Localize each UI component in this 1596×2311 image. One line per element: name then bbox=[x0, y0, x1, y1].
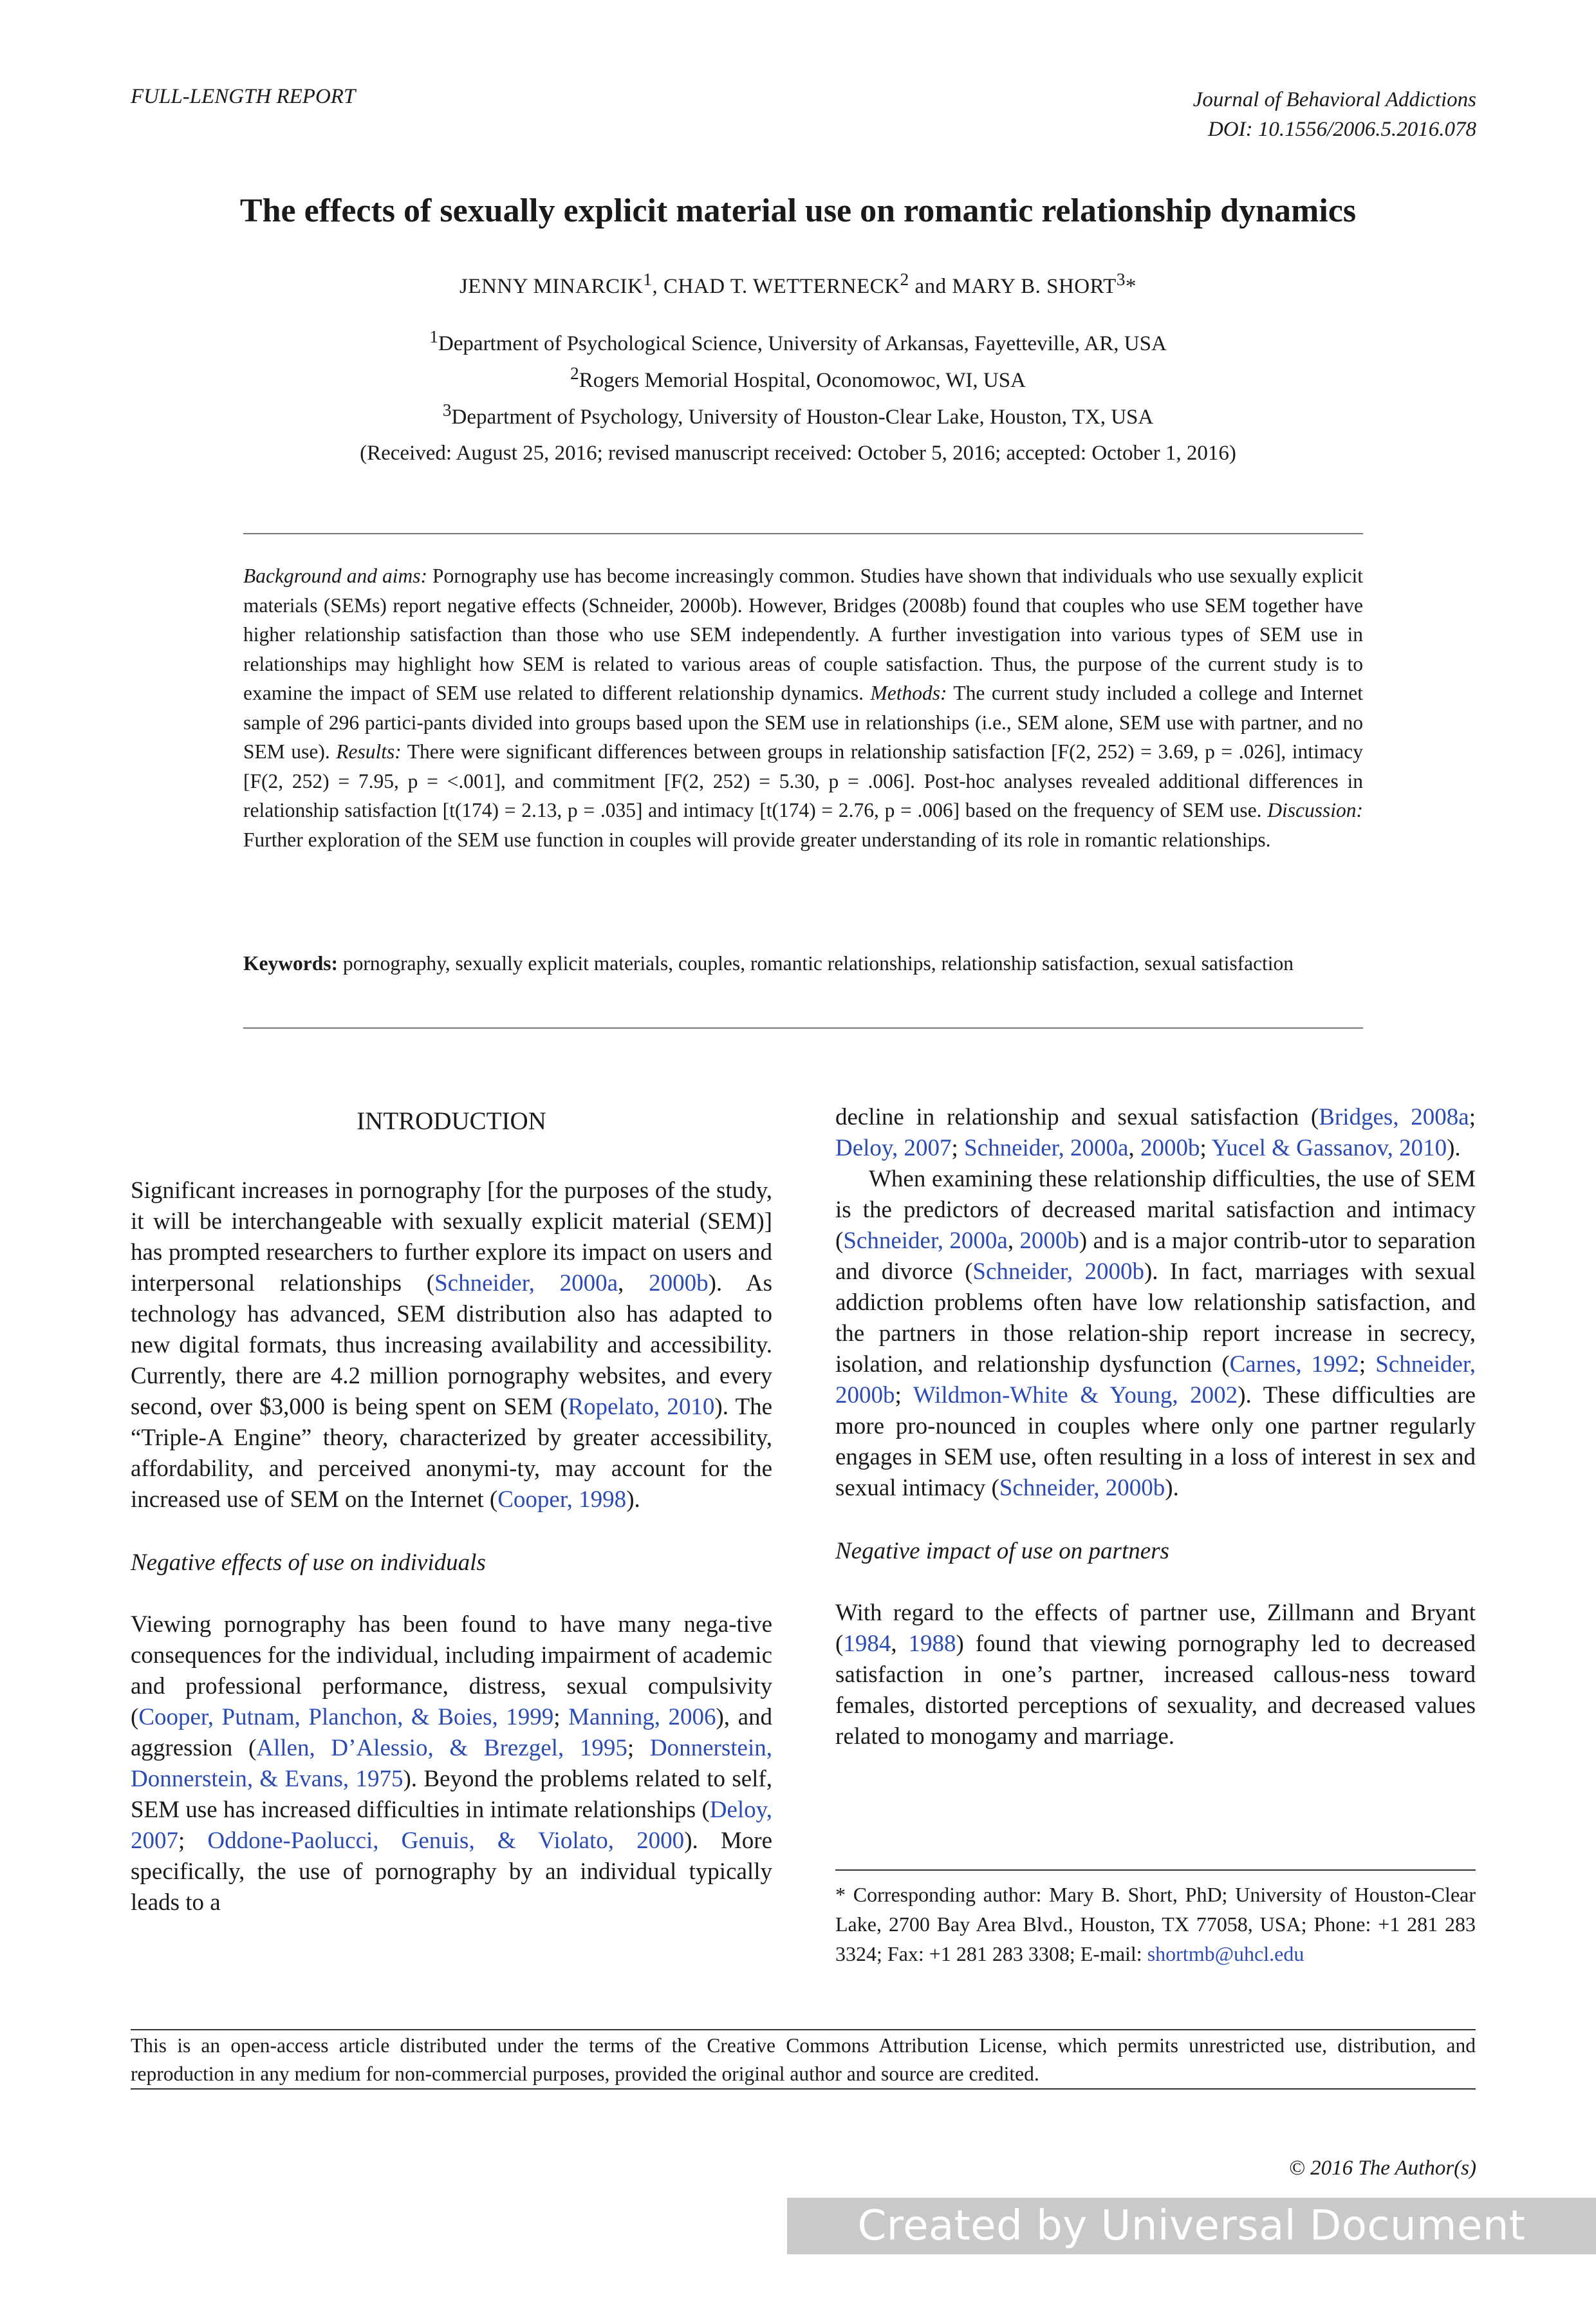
corresponding-author-footnote bbox=[835, 1880, 1476, 1969]
author-name: MARY B. SHORT bbox=[952, 275, 1117, 298]
author-name: CHAD T. WETTERNECK bbox=[663, 275, 900, 298]
citation-link[interactable]: Schneider, 2000a bbox=[434, 1270, 618, 1296]
footnote-rule bbox=[835, 1869, 1476, 1871]
abstract-discussion-text: Further exploration of the SEM use function in couples will provide greater understanding of its role in romantic relationships. bbox=[243, 828, 1271, 851]
author-separator: and bbox=[909, 275, 952, 298]
body-text: ; bbox=[895, 1382, 913, 1408]
article-type-label: FULL-LENGTH REPORT bbox=[131, 85, 356, 108]
body-text: ; bbox=[951, 1135, 965, 1161]
body-text: ; bbox=[178, 1828, 208, 1854]
citation-link[interactable]: 2000b bbox=[1140, 1135, 1200, 1161]
body-text: ), and aggression ( bbox=[131, 1704, 773, 1761]
author-affil-sup: 2 bbox=[900, 269, 909, 289]
affiliations bbox=[0, 322, 1596, 432]
abstract-methods-label: Methods: bbox=[870, 682, 947, 704]
affiliation-text: Department of Psychological Science, University of Arkansas, Fayetteville, AR, USA bbox=[438, 332, 1167, 355]
footnote-text: * Corresponding author: Mary B. Short, PhD; University of Houston-Clear Lake, 2700 Bay Area Blvd., Houston, TX 77058, USA; Phone: +1 281 283 3324; Fax: +1 281 283 3308; E-mail: bbox=[835, 1883, 1476, 1965]
license-bottom-rule bbox=[131, 2088, 1476, 2090]
citation-link[interactable]: 2000b bbox=[1019, 1228, 1079, 1254]
intro-paragraph bbox=[131, 1175, 772, 1515]
body-text: ) and is a major contrib-utor to separation and divorce ( bbox=[835, 1228, 1476, 1285]
subsection-heading-partners: Negative impact of use on partners bbox=[835, 1538, 1169, 1564]
citation-link[interactable]: Wildmon-White & Young, 2002 bbox=[913, 1382, 1238, 1408]
affiliation-line bbox=[0, 359, 1596, 395]
license-statement: This is an open-access article distributed under the terms of the Creative Commons Attribution License, which permits unrestricted use, distribution, and reproduction in any medium for non-commercial purposes, provided the original author and source are credited. bbox=[131, 2034, 1476, 2085]
journal-header bbox=[1193, 85, 1476, 144]
body-text: When examining these relationship difficulties, the use of SEM is the predictors of decreased marital satisfaction and intimacy ( bbox=[835, 1166, 1476, 1254]
citation-link[interactable]: Schneider, 2000a bbox=[964, 1135, 1129, 1161]
right-column bbox=[835, 1102, 1476, 1752]
citation-link[interactable]: Oddone-Paolucci, Genuis, & Violato, 2000 bbox=[207, 1828, 685, 1854]
affiliation-sup: 2 bbox=[570, 363, 579, 383]
body-text: , bbox=[1007, 1228, 1020, 1254]
citation-link[interactable]: Deloy, 2007 bbox=[131, 1797, 772, 1854]
license-top-rule bbox=[131, 2029, 1476, 2030]
citation-link[interactable]: Bridges, 2008a bbox=[1319, 1104, 1469, 1130]
body-text: ; bbox=[627, 1735, 650, 1761]
body-text: ). The “Triple-A Engine” theory, characterized by greater accessibility, affordability, and perceived anonymi-ty, may account for the increased use of SEM on the Internet ( bbox=[131, 1394, 772, 1513]
author-list bbox=[0, 269, 1596, 299]
body-text: ). These difficulties are more pro-nounced in couples where only one partner regularly engages in SEM use, often resulting in a loss of interest in sex and sexual intimacy ( bbox=[835, 1382, 1476, 1501]
abstract-background-label: Background and aims: bbox=[243, 565, 428, 587]
doi-text: DOI: 10.1556/2006.5.2016.078 bbox=[1207, 118, 1476, 141]
citation-link[interactable]: Cooper, 1998 bbox=[497, 1486, 627, 1513]
citation-link[interactable]: Schneider, 2000b bbox=[972, 1258, 1144, 1285]
affiliation-line bbox=[0, 395, 1596, 432]
citation-link[interactable]: 1984 bbox=[843, 1631, 891, 1657]
body-text: Significant increases in pornography [for the purposes of the study, it will be interchangeable with sexually explicit material (SEM)] has prompted researchers to further explore its impact on users and interpersonal relationships ( bbox=[131, 1177, 772, 1296]
body-text: ). Beyond the problems related to self, SEM use has increased difficulties in intimate relationships ( bbox=[131, 1766, 772, 1823]
body-text: , bbox=[891, 1631, 909, 1657]
body-text: ; bbox=[1359, 1351, 1376, 1378]
body-text: decline in relationship and sexual satisfaction ( bbox=[835, 1104, 1319, 1130]
converter-watermark: Created by Universal Document Converter bbox=[787, 2198, 1596, 2254]
left-column bbox=[131, 1106, 772, 1918]
abstract-background-text: Pornography use has become increasingly common. Studies have shown that individuals who use sexually explicit materials (SEMs) report negative effects (Schneider, 2000b). However, Bridges (2008b) found that couples who use SEM together have higher relationship satisfaction than those who use SEM independently. A further investigation into various types of SEM use in relationships may highlight how SEM is related to various areas of couple satisfaction. Thus, the purpose of the current study is to examine the impact of SEM use related to different relationship dynamics. bbox=[243, 565, 1363, 704]
section-heading-introduction: INTRODUCTION bbox=[357, 1107, 546, 1135]
body-text: ; bbox=[553, 1704, 569, 1730]
body-text: ). bbox=[1447, 1135, 1461, 1161]
keywords bbox=[243, 949, 1363, 978]
copyright-notice: © 2016 The Author(s) bbox=[1288, 2157, 1476, 2180]
subsection-heading-individuals: Negative effects of use on individuals bbox=[131, 1549, 486, 1576]
partners-paragraph bbox=[835, 1598, 1476, 1752]
body-text: ). In fact, marriages with sexual addiction problems often have low relationship satisfaction, and the partners in those relation-ship report increase in secrecy, isolation, and relationship dysfunction ( bbox=[835, 1258, 1476, 1378]
citation-link[interactable]: Yucel & Gassanov, 2010 bbox=[1211, 1135, 1447, 1161]
abstract bbox=[243, 561, 1363, 854]
keywords-label: Keywords: bbox=[243, 952, 338, 975]
author-affil-sup: 1 bbox=[643, 269, 653, 289]
article-title: The effects of sexually explicit material use on romantic relationship dynamics bbox=[239, 192, 1357, 229]
continued-paragraph bbox=[835, 1102, 1476, 1164]
citation-link[interactable]: Schneider, 2000b bbox=[835, 1351, 1476, 1408]
body-text: ; bbox=[1469, 1104, 1476, 1130]
corresponding-star: * bbox=[1126, 275, 1137, 298]
author-name: JENNY MINARCIK bbox=[459, 275, 644, 298]
abstract-methods-text: The current study included a college and Internet sample of 296 partici-pants divided into groups based upon the SEM use in relationships (i.e., SEM alone, SEM use with partner, and no SEM use). bbox=[243, 682, 1363, 763]
email-link[interactable]: shortmb@uhcl.edu bbox=[1147, 1942, 1304, 1965]
abstract-results-label: Results: bbox=[336, 740, 402, 763]
citation-link[interactable]: Carnes, 1992 bbox=[1229, 1351, 1359, 1378]
keywords-text: pornography, sexually explicit materials, couples, romantic relationships, relationship satisfaction, sexual satisfaction bbox=[337, 952, 1294, 975]
body-text: ). As technology has advanced, SEM distribution also has adapted to new digital formats, thus increasing availability and accessibility. Currently, there are 4.2 million pornography websites, and every second, over $3,000 is being spent on SEM ( bbox=[131, 1270, 772, 1420]
individuals-paragraph bbox=[131, 1609, 772, 1918]
body-text: ). bbox=[626, 1486, 640, 1513]
affiliation-text: Department of Psychology, University of Houston-Clear Lake, Houston, TX, USA bbox=[451, 406, 1154, 429]
citation-link[interactable]: Allen, D’Alessio, & Brezgel, 1995 bbox=[256, 1735, 627, 1761]
affiliation-text: Rogers Memorial Hospital, Oconomowoc, WI, USA bbox=[579, 369, 1026, 392]
citation-link[interactable]: Manning, 2006 bbox=[568, 1704, 716, 1730]
abstract-bottom-rule bbox=[243, 1027, 1363, 1029]
author-separator: , bbox=[652, 275, 664, 298]
abstract-top-rule bbox=[243, 533, 1363, 534]
body-text: ). More specifically, the use of pornography by an individual typically leads to a bbox=[131, 1828, 773, 1916]
citation-link[interactable]: Deloy, 2007 bbox=[835, 1135, 952, 1161]
author-affil-sup: 3 bbox=[1116, 269, 1126, 289]
body-text: , bbox=[618, 1270, 649, 1296]
body-text: ). bbox=[1165, 1475, 1179, 1501]
body-text: ) found that viewing pornography led to decreased satisfaction in one’s partner, increased callous-ness toward females, distorted perceptions of sexuality, and decreased values related to monogamy and marriage. bbox=[835, 1631, 1476, 1750]
citation-link[interactable]: Donnerstein, Donnerstein, & Evans, 1975 bbox=[131, 1735, 772, 1792]
affiliation-line bbox=[0, 322, 1596, 359]
abstract-discussion-label: Discussion: bbox=[1267, 799, 1363, 821]
difficulties-paragraph bbox=[835, 1164, 1476, 1504]
citation-link[interactable]: Schneider, 2000b bbox=[999, 1475, 1165, 1501]
citation-link[interactable]: Cooper, Putnam, Planchon, & Boies, 1999 bbox=[138, 1704, 554, 1730]
body-text: ; bbox=[1200, 1135, 1212, 1161]
body-text: Viewing pornography has been found to have many nega-tive consequences for the individual, including impairment of academic and professional performance, distress, sexual compulsivity ( bbox=[131, 1611, 772, 1730]
affiliation-sup: 1 bbox=[429, 326, 438, 346]
body-text: , bbox=[1128, 1135, 1140, 1161]
abstract-results-text: There were significant differences between groups in relationship satisfaction [F(2, 252) = 3.69, p = .026], intimacy [F(2, 252) = 7.95, p = <.001], and commitment [F(2, 252) = 5.30, p = .006]. Post-hoc analyses revealed additional differences in relationship satisfaction [t(174) = 2.13, p = .035] and intimacy [t(174) = 2.76, p = .006] based on the frequency of SEM use. bbox=[243, 740, 1363, 821]
citation-link[interactable]: Ropelato, 2010 bbox=[568, 1394, 715, 1420]
affiliation-sup: 3 bbox=[442, 400, 452, 420]
received-dates: (Received: August 25, 2016; revised manuscript received: October 5, 2016; accepted: October 1, 2016) bbox=[360, 442, 1236, 465]
citation-link[interactable]: 1988 bbox=[908, 1631, 956, 1657]
citation-link[interactable]: 2000b bbox=[649, 1270, 709, 1296]
body-text: With regard to the effects of partner use, Zillmann and Bryant ( bbox=[835, 1600, 1476, 1657]
journal-name: Journal of Behavioral Addictions bbox=[1192, 88, 1476, 111]
citation-link[interactable]: Schneider, 2000a bbox=[843, 1228, 1008, 1254]
